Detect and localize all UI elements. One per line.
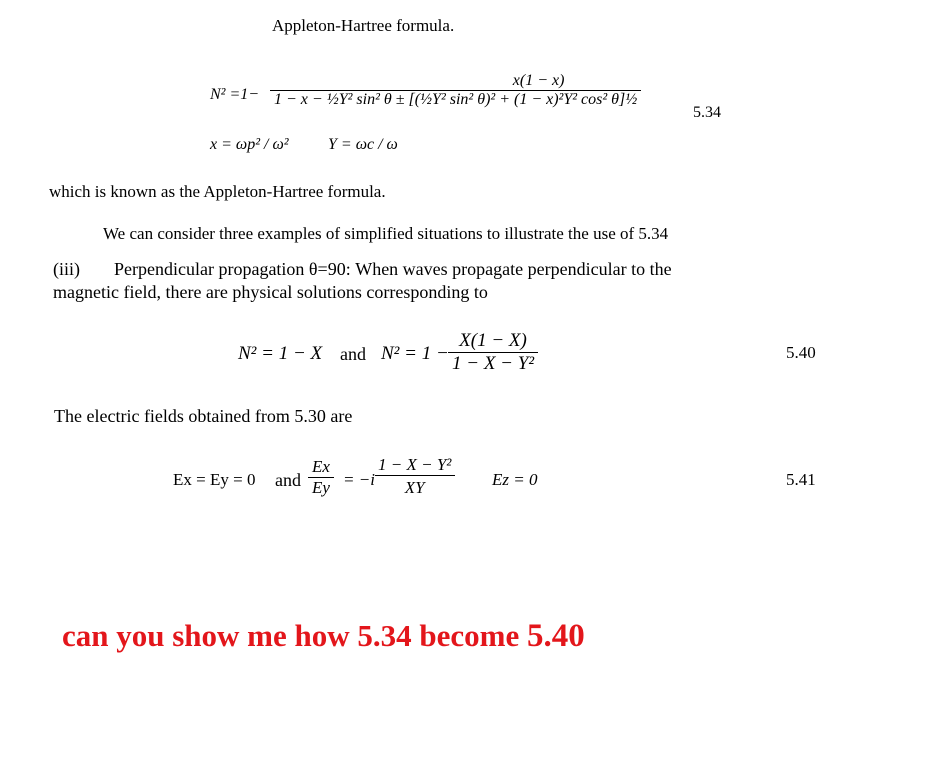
eq540-and: and [340, 344, 366, 364]
eq541-ez: Ez = 0 [492, 470, 538, 489]
eq534-denominator: 1 − x − ½Y² sin² θ ± [(½Y² sin² θ)² + (1 − x)²Y² cos² θ]½ [270, 90, 641, 109]
eq534-def-x: x = ωp² / ω² [210, 136, 289, 153]
question-main: can you show me how 5.34 become [62, 618, 520, 653]
eq541-and: and [275, 470, 301, 490]
eq541-ratio-den: Ey [308, 477, 334, 498]
eq534-def-y: Y = ωc / ω [328, 136, 398, 153]
eq540-number: 5.40 [786, 343, 816, 362]
case-iii-line1: Perpendicular propagation θ=90: When waves propagate perpendicular to the [114, 259, 672, 279]
known-as-text: which is known as the Appleton-Hartree formula. [49, 182, 386, 201]
question-ref: 5.40 [527, 618, 585, 654]
eq540-numerator: X(1 − X) [459, 330, 527, 351]
eq541-lhs: Ex = Ey = 0 [173, 470, 256, 489]
eq534-numerator: x(1 − x) [512, 72, 565, 89]
eq540-fraction [448, 330, 538, 375]
eq541-number: 5.41 [786, 470, 816, 489]
eq534-number: 5.34 [693, 104, 721, 121]
eq541-ratio [308, 457, 334, 498]
three-examples-text: We can consider three examples of simplified situations to illustrate the use of 5.34 [103, 224, 669, 243]
eq540-first: N² = 1 − X [238, 343, 323, 364]
eq540-second-lhs: N² = 1 − [381, 343, 449, 364]
eq541-ratio-num: Ex [312, 457, 330, 476]
case-iii-line2: magnetic field, there are physical solutions corresponding to [53, 282, 488, 302]
section-heading: Appleton-Hartree formula. [272, 16, 455, 35]
electric-fields-text: The electric fields obtained from 5.30 are [54, 406, 353, 426]
eq540-denominator: 1 − X − Y² [448, 352, 538, 375]
eq534-fraction [270, 72, 641, 109]
eq541-fraction [374, 455, 455, 498]
question-text [62, 618, 585, 655]
eq534-lhs: N² =1− [210, 86, 260, 103]
eq541-denominator: XY [375, 475, 455, 498]
eq541-equals: = −i [343, 470, 375, 489]
eq541-numerator: 1 − X − Y² [378, 455, 452, 474]
case-iii-label: (iii) [53, 259, 80, 279]
